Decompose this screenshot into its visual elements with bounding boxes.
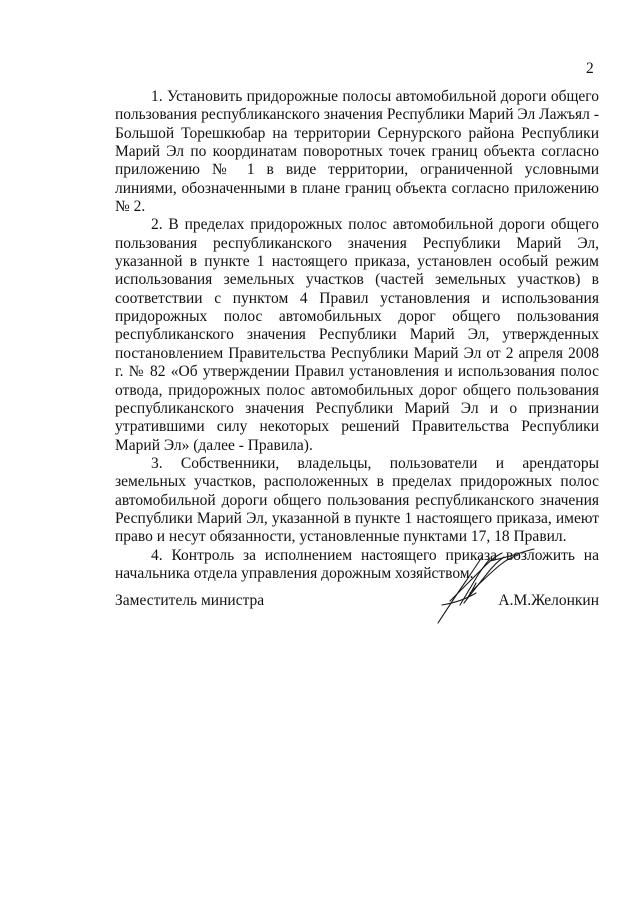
document-body [115, 88, 599, 583]
paragraph-2: 2. В пределах придорожных полос автомобильной дороги общего пользования республиканского значения Республики Марий Эл, указанной в пункте 1 настоящего приказа, установлен особый режим использования земельных участков (частей земельных участков) в соответствии с пунктом 4 Правил установления и использования придорожных полос автомобильных дорог общего пользования республиканского значения Республики Марий Эл, утвержденных постановлением Правительства Республики Марий Эл от 2 апреля 2008 г. № 82 «Об утверждении Правил установления и использования полос отвода, придорожных полос автомобильных дорог общего пользования республиканского значения Республики Марий Эл и о признании утратившими силу некоторых решений Правительства Республики Марий Эл» (далее - Правила). [115, 216, 599, 454]
signatory-position: Заместитель министра [115, 592, 265, 609]
page-number: 2 [586, 60, 594, 77]
signature-block [115, 545, 599, 625]
paragraph-4: 4. Контроль за исполнением настоящего приказа возложить на начальника отдела управления дорожным хозяйством. [115, 546, 599, 582]
paragraph-3: 3. Собственники, владельцы, пользователи и арендаторы земельных участков, расположенных в пределах придорожных полос автомобильной дороги общего пользования республиканского значения Республики Марий Эл, указанной в пункте 1 настоящего приказа, имеют право и несут обязанности, установленные пунктами 17, 18 Правил. [115, 454, 599, 546]
paragraph-1: 1. Установить придорожные полосы автомобильной дороги общего пользования республиканского значения Республики Марий Эл Лажъял - Большой Торешкюбар на территории Сернурского района Республики Марий Эл по координатам поворотных точек границ объекта согласно приложению № 1 в виде территории, ограниченной условными линиями, обозначенными в плане границ объекта согласно приложению № 2. [115, 88, 599, 216]
handwritten-signature [420, 545, 540, 625]
signatory-name: А.М.Желонкин [498, 592, 599, 609]
